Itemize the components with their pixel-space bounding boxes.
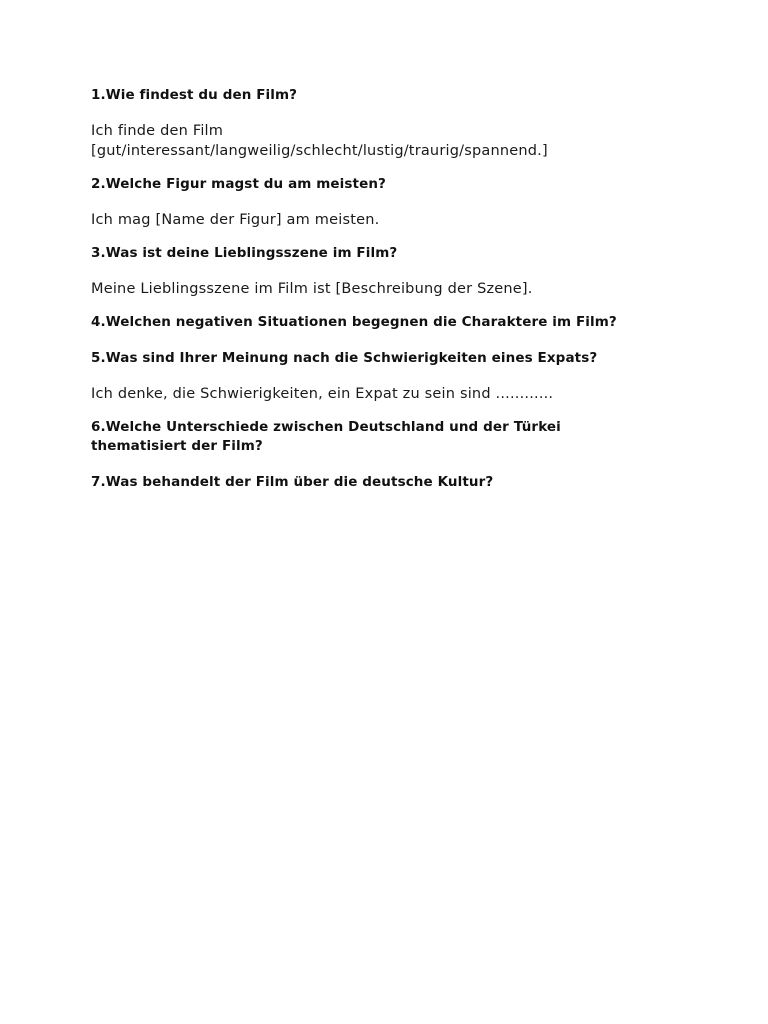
question-2: 2.Welche Figur magst du am meisten? bbox=[91, 176, 386, 192]
worksheet-content bbox=[91, 86, 691, 492]
answer-1-line-1: Ich finde den Film bbox=[91, 123, 224, 139]
answer-2: Ich mag [Name der Figur] am meisten. bbox=[91, 212, 380, 228]
question-7: 7.Was behandelt der Film über die deutsche Kultur? bbox=[91, 474, 494, 490]
answer-5: Ich denke, die Schwierigkeiten, ein Expat zu sein sind ............ bbox=[91, 386, 554, 402]
question-6-line-2: thematisiert der Film? bbox=[91, 438, 263, 454]
question-1: 1.Wie findest du den Film? bbox=[91, 87, 298, 103]
question-3: 3.Was ist deine Lieblingsszene im Film? bbox=[91, 245, 398, 261]
answer-3: Meine Lieblingsszene im Film ist [Beschreibung der Szene]. bbox=[91, 281, 533, 297]
question-5: 5.Was sind Ihrer Meinung nach die Schwierigkeiten eines Expats? bbox=[91, 350, 598, 366]
question-4: 4.Welchen negativen Situationen begegnen die Charaktere im Film? bbox=[91, 314, 617, 330]
question-6-line-1: 6.Welche Unterschiede zwischen Deutschland und der Türkei bbox=[91, 419, 561, 435]
answer-1-line-2: [gut/interessant/langweilig/schlecht/lustig/traurig/spannend.] bbox=[91, 143, 548, 159]
